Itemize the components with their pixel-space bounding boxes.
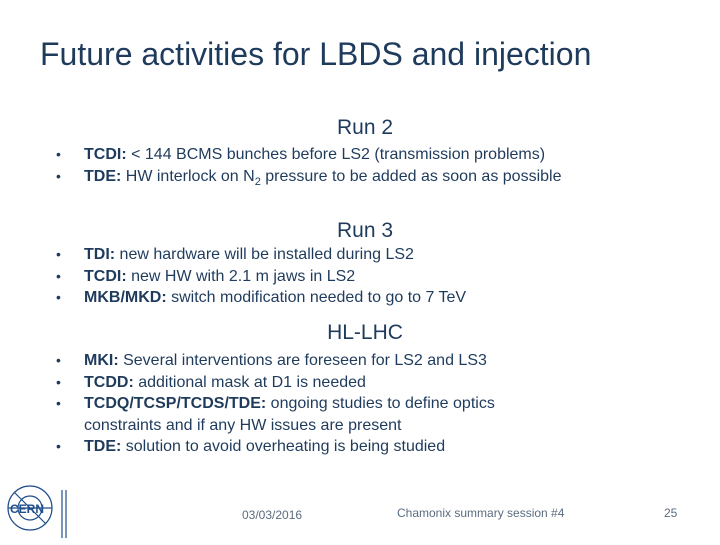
bullet-icon: • bbox=[56, 373, 61, 390]
bullet-icon: • bbox=[56, 438, 61, 454]
list-item: • MKI: Several interventions are foreseen for LS2 and LS3 bbox=[84, 350, 604, 372]
bullet-list-run2 bbox=[56, 144, 604, 188]
list-item: • TCDI: < 144 BCMS bunches before LS2 (transmission problems) bbox=[84, 144, 604, 166]
list-item: • TCDI: new HW with 2.1 m jaws in LS2 bbox=[84, 266, 604, 288]
slide-title: Future activities for LBDS and injection bbox=[40, 36, 592, 72]
bullet-list-run3 bbox=[56, 244, 604, 309]
bullet-icon: • bbox=[56, 167, 61, 184]
bullet-icon: • bbox=[56, 267, 61, 284]
bullet-icon: • bbox=[56, 352, 61, 368]
footer-session: Chamonix summary session #4 bbox=[397, 506, 565, 520]
section-heading-run2: Run 2 bbox=[336, 116, 394, 139]
list-item: • MKB/MKD: switch modification needed to go to 7 TeV bbox=[84, 287, 604, 309]
section-heading-hllhc: HL-LHC bbox=[327, 321, 403, 344]
bullet-list-hllhc bbox=[56, 350, 604, 458]
list-item: • TCDQ/TCSP/TCDS/TDE: ongoing studies to define optics constraints and if any HW issues are present bbox=[56, 395, 495, 434]
list-item: • TCDD: additional mask at D1 is needed bbox=[84, 372, 604, 394]
section-heading-run3: Run 3 bbox=[336, 219, 394, 242]
bullet-icon: • bbox=[56, 395, 61, 411]
footer-date: 03/03/2016 bbox=[242, 508, 303, 522]
cern-logo-icon bbox=[0, 480, 72, 540]
bullet-icon: • bbox=[56, 289, 61, 305]
bullet-icon: • bbox=[56, 246, 61, 262]
bullet-icon: • bbox=[56, 146, 61, 162]
page-number: 25 bbox=[664, 506, 678, 520]
list-item: • TDE: solution to avoid overheating is being studied bbox=[84, 436, 604, 458]
svg-text:CERN: CERN bbox=[10, 502, 45, 516]
list-item: • TDI: new hardware will be installed during LS2 bbox=[84, 244, 604, 266]
list-item: • TDE: HW interlock on $N_2$ pressure to be added as soon as possible bbox=[56, 167, 562, 188]
